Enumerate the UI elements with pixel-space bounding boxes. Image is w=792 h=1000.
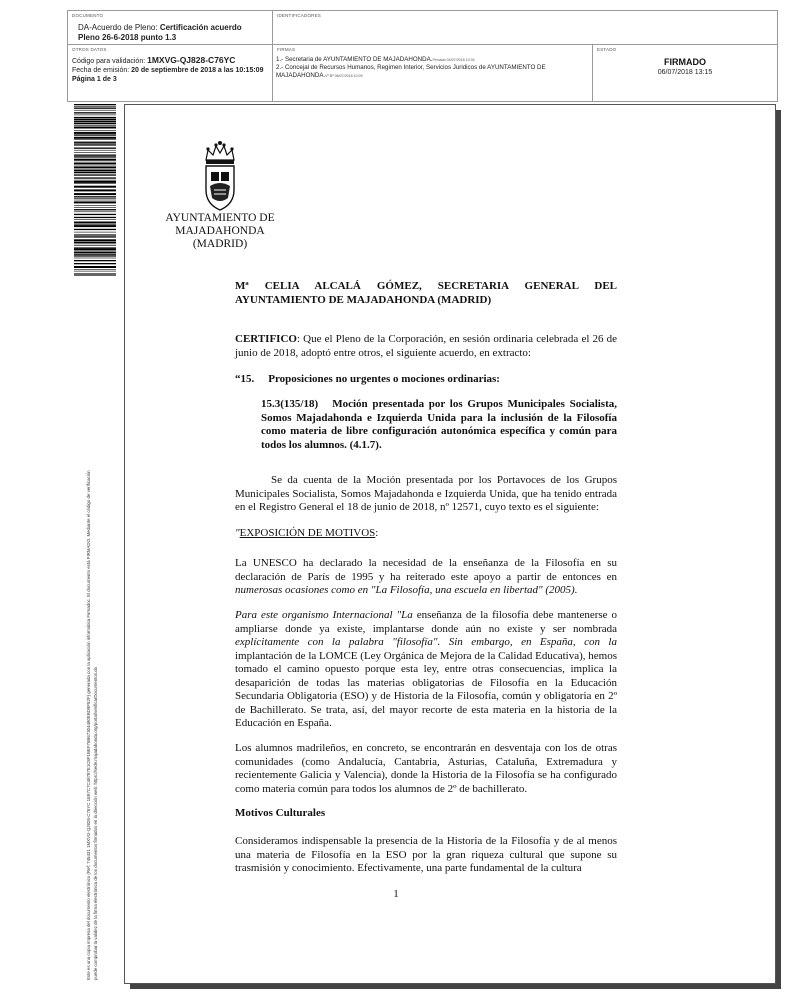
- exposicion-heading: "EXPOSICIÓN DE MOTIVOS:: [235, 527, 379, 539]
- coat-of-arms-icon: [198, 140, 242, 214]
- firmas-label: FIRMAS: [277, 47, 296, 52]
- documento-line2: Pleno 26-6-2018 punto 1.3: [78, 33, 177, 42]
- emission-date: 20 de septiembre de 2018 a las 10:15:09: [131, 67, 264, 74]
- verification-sidebar: [74, 280, 116, 980]
- sidebar-line-1: Este es una copia impresa del documento electrónico (Ref: 745431 1MXVG-QJ828-C76YC 1E87C7C48787E1C8F1BEF76B67304480EBD9F52F) generada con la aplicación informática Firmadoc. El documento está FIRMADO. Mediante el código de verificación: [86, 470, 91, 980]
- documento-label: DOCUMENTO: [72, 13, 104, 18]
- page-number: 1: [393, 888, 399, 900]
- firma-1: 1.- Secretaria de AYUNTAMIENTO DE MAJADAHONDA.: [276, 56, 433, 63]
- paragraph-3: Los alumnos madrileños, en concreto, se encontrarán en desventaja con los de otras comunidades (como Andalucía, Cantabria, Asturias, Cataluña, Extremadura y recientemente Galicia y Valencia), donde la Historia de la Filosofía se ha configurado como materia común para todos los alumnos de 2º de bachillerato.: [235, 742, 617, 795]
- firmas-list: 1.- Secretaria de AYUNTAMIENTO DE MAJADAHONDA.Firmado 04/07/2018 13:34 2.- Concejal de Recursos Humanos, Regimen Interior, Servicios Juridicos de AYUNTAMIENTO DE MAJADAHONDA.Vº Bº 06/07/2018 10:09: [276, 56, 546, 79]
- paragraph-2: Para este organismo Internacional "La enseñanza de la filosofía debe mantenerse o ampliarse donde ya existe, implantarse donde aún no existe y ser nombrada explícitamente con la palabra "filosofía". Sin embargo, en España, con la implantación de la LOMCE (Ley Orgánica de Mejora de la Calidad Educativa), hemos tomado el camino opuesto porque esta ley, entre otras consecuencias, implica la desaparición de todas las materias obligatorias de Filosofía en la Educación Secundaria Obligatoria (ESO) y de Historia de la Filosofía, común y obligatoria en 2º de Bachillerato. Se trata, así, del mayor recorte de esta materia en la historia de la Educación en España.: [235, 609, 617, 729]
- otros-datos-cell: [68, 45, 273, 101]
- paragraph-4: Consideramos indispensable la presencia de la Historia de la Filosofía y de al menos una materia de Filosofía en la ESO por la gran riqueza cultural que supone su trasmisión y conocimiento. Efectivamente, una parte fundamental de la cultura: [235, 835, 617, 874]
- otros-label: OTROS DATOS: [72, 47, 107, 52]
- documento-title: DA-Acuerdo de Pleno: Certificación acuerdo Pleno 26-6-2018 punto 1.3: [78, 23, 242, 42]
- identificadores-label: IDENTIFICADORES: [277, 13, 322, 18]
- motivos-heading: Motivos Culturales: [235, 807, 326, 819]
- paragraph-1: La UNESCO ha declarado la necesidad de la enseñanza de la Filosofía en su declaración de París de 1995 y ha reiterado este apoyo a partir de entonces en numerosas ocasiones como en "La Filosofía, una escuela en libertad" (2005).: [235, 557, 617, 596]
- otros-datos: Código para validación: 1MXVG-QJ828-C76YC Fecha de emisión: 20 de septiembre de 2018 a las 10:15:09 Página 1 de 3: [72, 55, 264, 83]
- page-title: Mª CELIA ALCALÁ GÓMEZ, SECRETARIA GENERAL DEL AYUNTAMIENTO DE MAJADAHONDA (MADRID): [235, 280, 617, 306]
- status-badge: FIRMADO: [664, 57, 706, 67]
- identificadores-cell: [273, 11, 777, 45]
- barcode-icon: [74, 104, 116, 276]
- estado-cell: [593, 45, 777, 101]
- estado-label: ESTADO: [597, 47, 617, 52]
- page-count: Página 1 de 3: [72, 76, 117, 83]
- mocion-title: 15.3(135/18) Moción presentada por los Grupos Municipales Socialista, Somos Majadahonda e Izquierda Unida para la inclusión de la Filosofía como materia de libre configuración autonómica específica y común para todos los alumnos. (4.1.7).: [261, 398, 617, 451]
- status-date: 06/07/2018 13:15: [657, 69, 713, 76]
- letterhead: AYUNTAMIENTO DE MAJADAHONDA (MADRID): [165, 212, 275, 250]
- firma-2: 2.- Concejal de Recursos Humanos, Regimen Interior, Servicios Juridicos de AYUNTAMIENTO DE MAJADAHONDA.: [276, 64, 546, 79]
- sidebar-line-2: puede comprobar la validez de la firma electrónica de los documentos firmados en la dirección web: https://sede.majadahonda.org/portal/verificarDocumentos.do: [93, 666, 98, 980]
- validation-code[interactable]: 1MXVG-QJ828-C76YC: [147, 55, 236, 65]
- page-shadow-bottom: [130, 984, 781, 989]
- dacuenta-paragraph: Se da cuenta de la Moción presentada por los Portavoces de los Grupos Municipales Socialista, Somos Majadahonda e Izquierda Unida, que ha tenido entrada en el Registro General el 18 de junio de 2018, nº 12571, cuyo texto es el siguiente:: [235, 474, 617, 513]
- certifico-paragraph: CERTIFICO: Que el Pleno de la Corporación, en sesión ordinaria celebrada el 26 de junio de 2018, adoptó entre otros, el siguiente acuerdo, en extracto:: [235, 333, 617, 359]
- section-heading: “15. Proposiciones no urgentes o mociones ordinarias:: [235, 373, 500, 385]
- firmas-cell: [273, 45, 593, 101]
- documento-cell: [68, 11, 273, 45]
- signature-header: [67, 10, 778, 102]
- page-shadow-right: [776, 110, 781, 986]
